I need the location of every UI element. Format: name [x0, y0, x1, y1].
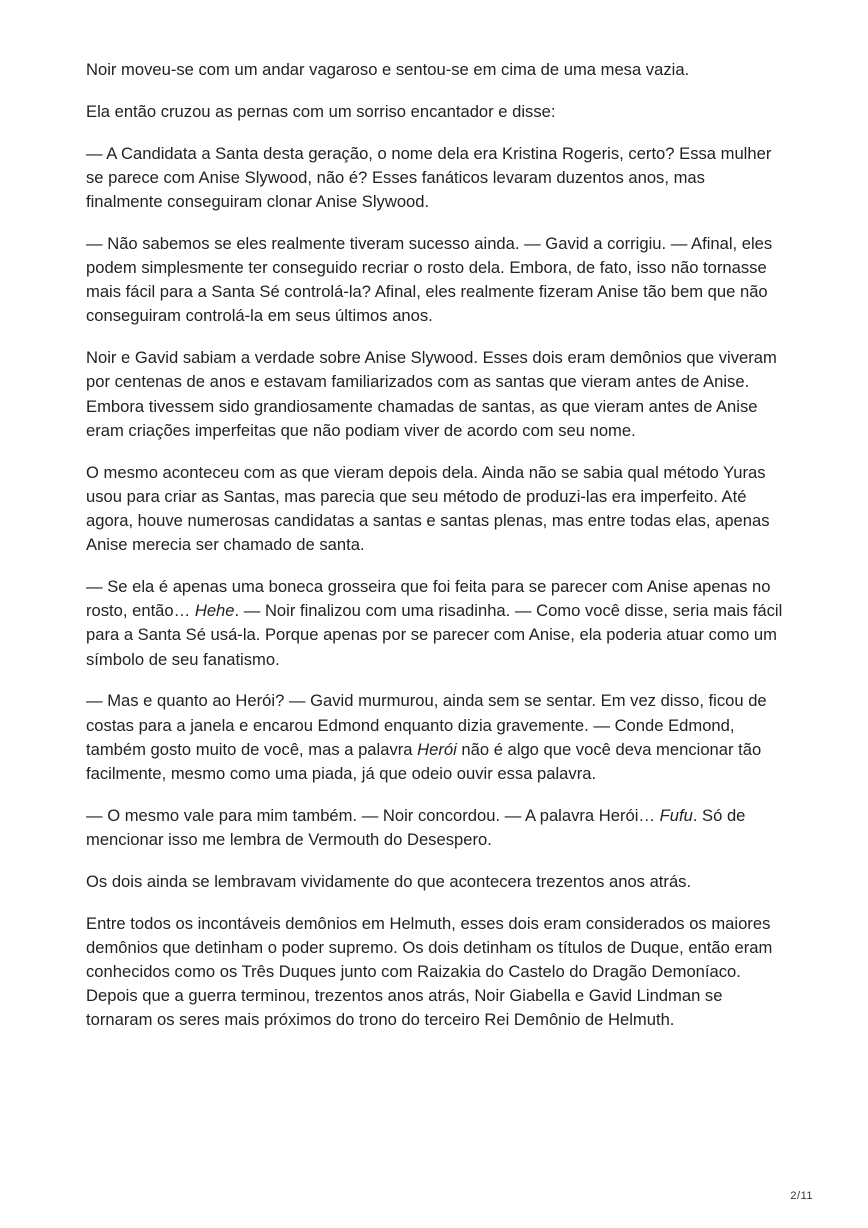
paragraph-9-text-a: — O mesmo vale para mim também. — Noir concordou. — A palavra Herói… [86, 805, 660, 825]
paragraph-1: Noir moveu-se com um andar vagaroso e sentou-se em cima de uma mesa vazia. [86, 60, 690, 79]
paragraph-10: Os dois ainda se lembravam vividamente do que acontecera trezentos anos atrás. [86, 871, 692, 891]
paragraph-7-text-b: . — Noir finalizou com uma risadinha. — Como você disse, seria mais fácil para a Santa Sé usá-la. Porque apenas por se parecer com Anise, ela poderia atuar como um símbolo de seu fanatismo. [86, 601, 783, 669]
paragraph-6: O mesmo aconteceu com as que vieram depois dela. Ainda não se sabia qual método Yuras usou para criar as Santas, mas parecia que seu método de produzi-las era imperfeito. Até agora, houve numerosas candidatas a santas e santas plenas, mas entre todas elas, apenas Anise merecia ser chamado de santa. [86, 462, 770, 555]
paragraph-9-emphasis: Fufu [659, 805, 693, 825]
paragraph-7-text-a: — Se ela é apenas uma boneca grosseira que foi feita para se parecer com Anise apenas no rosto, então… [86, 577, 771, 621]
paragraph-11: Entre todos os incontáveis demônios em Helmuth, esses dois eram considerados os maiores demônios que detinham o poder supremo. Os dois detinham os títulos de Duque, então eram conhecidos como os Três Duques junto com Raizakia do Castelo do Dragão Demoníaco. Depois que a guerra terminou, trezentos anos atrás, Noir Giabella e Gavid Lindman se tornaram os seres mais próximos do trono do terceiro Rei Demônio de Helmuth. [86, 913, 773, 1030]
paragraph-3: — A Candidata a Santa desta geração, o nome dela era Kristina Rogeris, certo? Essa mulher se parece com Anise Slywood, não é? Esses fanáticos levaram duzentos anos, mas finalmente conseguiram clonar Anise Slywood. [86, 143, 772, 211]
paragraph-4: — Não sabemos se eles realmente tiveram sucesso ainda. — Gavid a corrigiu. — Afinal, eles podem simplesmente ter conseguido recriar o rosto dela. Embora, de fato, isso não tornasse mais fácil para a Santa Sé controlá-la? Afinal, eles realmente fizeram Anise tão bem que não conseguiram controlá-la em seus últimos anos. [86, 233, 773, 326]
document-body [86, 58, 786, 1050]
paragraph-7-emphasis: Hehe [194, 601, 235, 621]
page-number: 2/11 [790, 1190, 813, 1202]
paragraph-8-emphasis: Herói [417, 739, 457, 759]
paragraph-8 [86, 689, 786, 786]
paragraph-5: Noir e Gavid sabiam a verdade sobre Anise Slywood. Esses dois eram demônios que viveram por centenas de anos e estavam familiarizados com as santas que vieram antes de Anise. Embora tivessem sido grandiosamente chamadas de santas, as que vieram antes de Anise eram criações imperfeitas que não podiam viver de acordo com seu nome. [86, 348, 777, 440]
paragraph-7 [86, 575, 786, 672]
paragraph-8-text-b: não é algo que você deva mencionar tão facilmente, mesmo como uma piada, já que odeio ouvir essa palavra. [86, 739, 762, 784]
paragraph-8-text-a: — Mas e quanto ao Herói? — Gavid murmurou, ainda sem se sentar. Em vez disso, ficou de costas para a janela e encarou Edmond enquanto dizia gravemente. — Conde Edmond, também gosto muito de você, mas a palavra [86, 691, 767, 759]
paragraph-9 [86, 804, 786, 852]
paragraph-2: Ela então cruzou as pernas com um sorriso encantador e disse: [86, 101, 556, 121]
paragraph-9-text-b: . Só de mencionar isso me lembra de Vermouth do Desespero. [86, 805, 746, 850]
